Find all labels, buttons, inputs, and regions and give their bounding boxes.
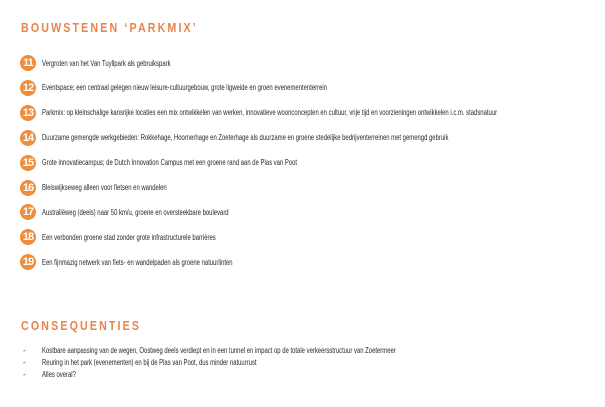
number-badge: 15	[20, 155, 36, 171]
number-badge: 11	[20, 55, 36, 71]
number-badge: 13	[20, 105, 36, 121]
list-item	[20, 180, 211, 196]
number-badge: 16	[20, 180, 36, 196]
section-title-consequenties: CONSEQUENTIES	[21, 318, 142, 333]
list-item	[20, 204, 294, 220]
bullet-text: Alles overal?	[42, 370, 76, 379]
number-badge: 12	[20, 80, 36, 96]
list-item-text: Bleiswijkseweg alleen voor fietsen en wandelen	[42, 183, 167, 192]
list-item-text: Een fijnmazig netwerk van fiets- en wandelpaden als groene natuurlinten	[42, 257, 233, 267]
number-badge: 14	[20, 130, 36, 146]
list-item-text: Duurzame gemengde werkgebieden: Rokkehage, Hoornerhage en Zoeterhage als duurzame en groene stedelijke bedrijventerreinen met gemengd gebruik	[42, 133, 449, 143]
list-item	[20, 55, 216, 71]
bullet-dash: -	[23, 358, 26, 367]
bullet-dash: -	[23, 346, 26, 355]
list-item	[20, 105, 605, 121]
list-item	[20, 130, 591, 146]
number-badge: 19	[20, 254, 36, 270]
list-item-text: Vergroten van het Van Tuyllpark als gebruikspark	[42, 58, 171, 68]
list-item	[20, 229, 277, 245]
list-item-text: Grote innovatiecampus; de Dutch Innovation Campus met een groene rand aan de Plas van Poot	[42, 158, 298, 168]
section-title-bouwstenen: BOUWSTENEN ‘PARKMIX’	[21, 20, 198, 35]
list-item	[20, 155, 387, 171]
bullet-dash: -	[23, 370, 26, 379]
number-badge: 18	[20, 229, 36, 245]
bullet-text: Kostbare aanpassing van de wegen, Oostweg deels verdiept en in een tunnel en impact op de totale verkeersstructuur van Zoetermeer	[42, 346, 396, 355]
list-item-text: Eventspace; een centraal gelegen nieuw leisure-cultuurgebouw, grote ligweide en groen evenemententerrein	[42, 83, 328, 93]
list-item	[20, 254, 300, 270]
list-item-text: Een verbonden groene stad zonder grote infrastructurele barrières	[42, 232, 216, 242]
list-item	[20, 80, 427, 96]
number-badge: 17	[20, 204, 36, 220]
bullet-text: Reuring in het park (evenementen) en bij de Plas van Poot, dus minder natuurrust	[42, 358, 257, 367]
list-item-text: Parkmix: op kleinschalige kansrijke locaties een mix ontwikkelen van werken, innovatieve woonconcepten en cultuur, vrije tijd en voorzieningen ontwikkelen i.c.m. stadsnatuur	[42, 108, 498, 118]
list-item-text: Australiëweg (deels) naar 50 km/u, groene en oversteekbare boulevard	[42, 207, 229, 217]
